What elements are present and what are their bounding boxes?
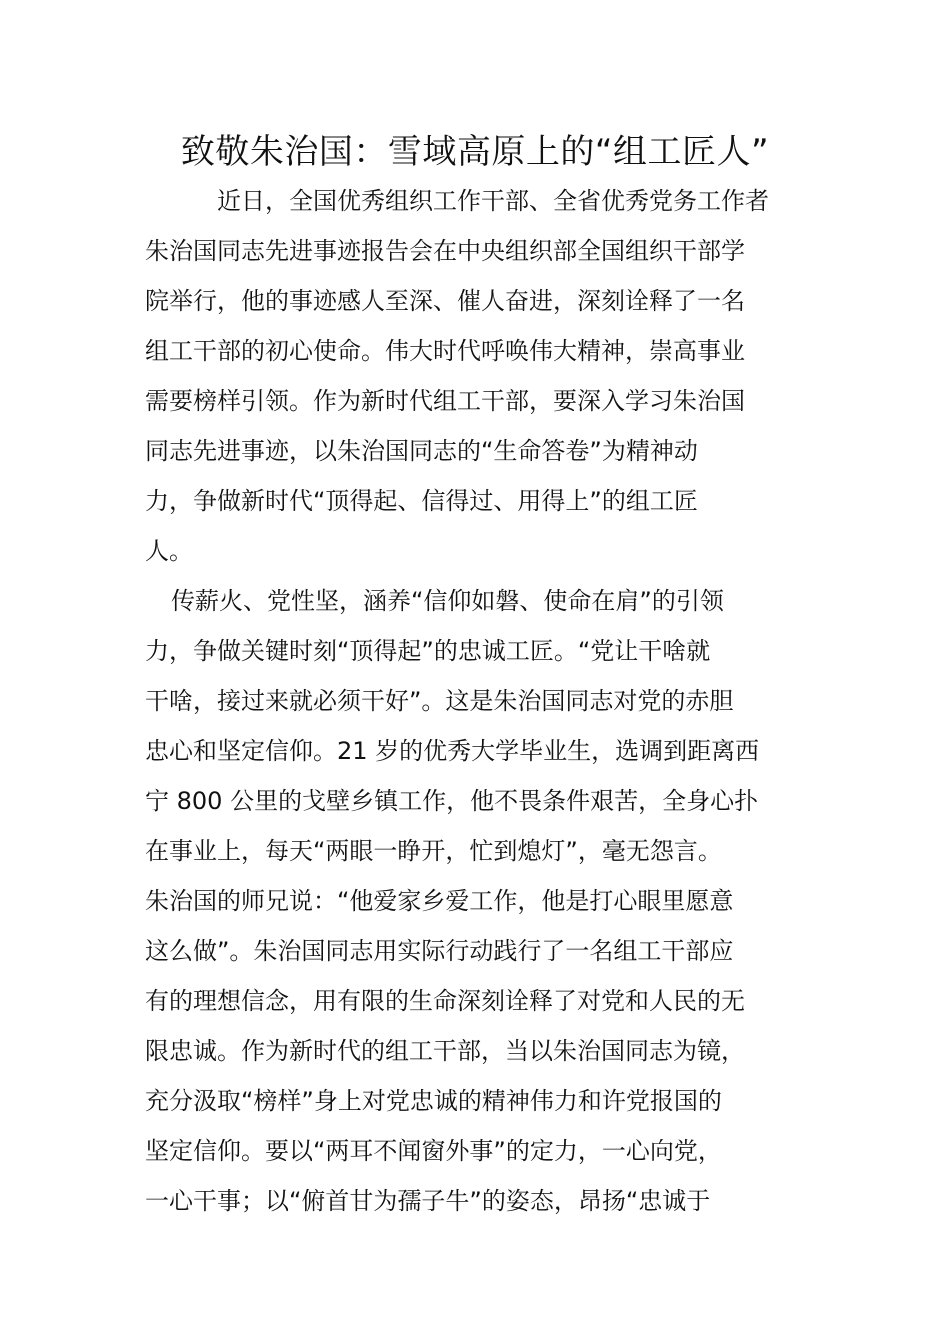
paragraph-line: 忠心和坚定信仰。21 岁的优秀大学毕业生，选调到距离西	[145, 737, 760, 765]
paragraph-line: 有的理想信念，用有限的生命深刻诠释了对党和人民的无	[145, 987, 745, 1015]
paragraph-line: 坚定信仰。要以“两耳不闻窗外事”的定力，一心向党，	[145, 1137, 722, 1165]
paragraph-line: 组工干部的初心使命。伟大时代呼唤伟大精神，崇高事业	[145, 337, 745, 365]
paragraph-line: 朱治国的师兄说：“他爱家乡爱工作，他是打心眼里愿意	[145, 887, 734, 915]
paragraph-line: 一心干事；以“俯首甘为孺子牛”的姿态，昂扬“忠诚于	[145, 1187, 711, 1215]
paragraph-1	[145, 176, 810, 576]
paragraph-line: 院举行，他的事迹感人至深、催人奋进，深刻诠释了一名	[145, 287, 745, 315]
paragraph-line: 人。	[145, 537, 193, 565]
paragraph-line: 力，争做新时代“顶得起、信得过、用得上”的组工匠	[145, 487, 698, 515]
paragraph-line: 朱治国同志先进事迹报告会在中央组织部全国组织干部学	[145, 237, 745, 265]
document-title: 致敬朱治国：雪域高原上的“组工匠人”	[180, 132, 770, 172]
paragraph-line: 这么做”。朱治国同志用实际行动践行了一名组工干部应	[145, 937, 734, 965]
paragraph-line: 近日，全国优秀组织工作干部、全省优秀党务工作者	[217, 187, 769, 215]
paragraph-2	[145, 576, 810, 1226]
paragraph-line: 需要榜样引领。作为新时代组工干部，要深入学习朱治国	[145, 387, 745, 415]
paragraph-line: 同志先进事迹，以朱治国同志的“生命答卷”为精神动	[145, 437, 698, 465]
paragraph-line: 宁 800 公里的戈壁乡镇工作，他不畏条件艰苦，全身心扑	[145, 787, 759, 815]
paragraph-line: 力，争做关键时刻“顶得起”的忠诚工匠。“党让干啥就	[145, 637, 711, 665]
paragraph-line: 在事业上，每天“两眼一睁开，忙到熄灯”，毫无怨言。	[145, 837, 722, 865]
paragraph-line: 充分汲取“榜样”身上对党忠诚的精神伟力和许党报国的	[145, 1087, 722, 1115]
document-body	[145, 176, 810, 1226]
paragraph-line: 限忠诚。作为新时代的组工干部，当以朱治国同志为镜，	[145, 1037, 745, 1065]
paragraph-line: 干啥，接过来就必须干好”。这是朱治国同志对党的赤胆	[145, 687, 734, 715]
paragraph-line: 传薪火、党性坚，涵养“信仰如磐、使命在肩”的引领	[171, 587, 724, 615]
